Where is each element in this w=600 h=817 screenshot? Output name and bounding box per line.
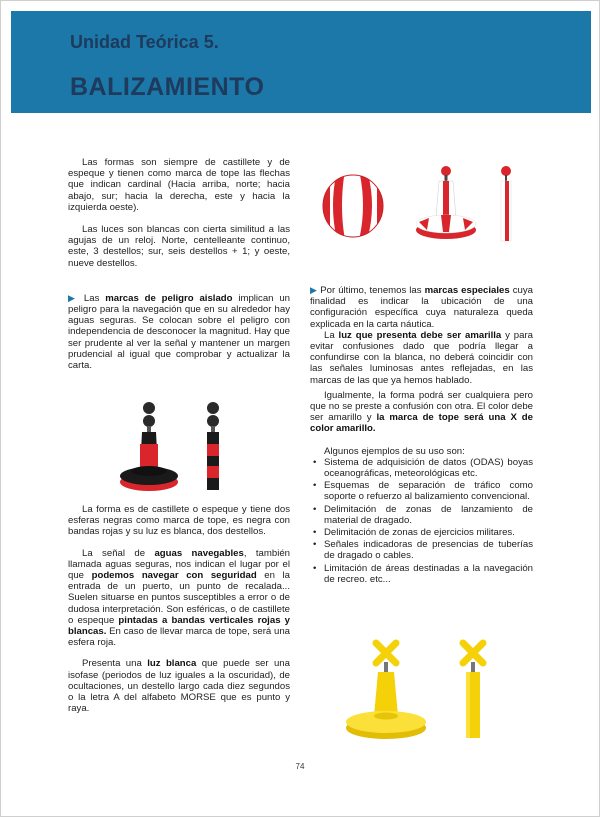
text-bold: marcas especiales xyxy=(424,285,510,296)
list-item: • Esquemas de separación de tráfico como soporte o refuerzo al balizamiento convencional. xyxy=(324,480,533,502)
text-bold: marcas de peligro aislado xyxy=(105,292,233,304)
text-run: Presenta una xyxy=(82,658,148,670)
page-number: 74 xyxy=(295,762,305,771)
text-bold: podemos navegar con seguridad xyxy=(91,570,257,582)
triangle-bullet-icon: ▶ xyxy=(68,292,79,303)
text-bold: la marca de tope será una X de color amarillo. xyxy=(310,412,533,435)
text-run: La xyxy=(324,329,339,341)
isolated-danger-marks-illustration xyxy=(120,400,240,500)
paragraph-danger-form: La forma es de castillete o espeque y tiene dos esferas negras como marca de tope, es negra con bandas rojas y su luz es blanca, dos destellos. xyxy=(68,504,290,538)
special-tower-buoy xyxy=(346,643,426,739)
text-run: en la entrada de un puerto, un punto de recalada... Suelen situarse en puntos susceptibles a error o de dudosa interpretación. Son esféricas, o de castillete o espeque xyxy=(68,570,290,626)
right-column xyxy=(310,285,533,586)
text-run: Las xyxy=(83,292,106,304)
page-title: BALIZAMIENTO xyxy=(70,73,265,101)
left-column-lower xyxy=(68,504,290,714)
paragraph-special-form xyxy=(310,390,533,435)
text-run: , también llamada aguas seguras, nos indican el lugar por el que xyxy=(68,547,290,582)
list-item: • Delimitación de zonas de lanzamiento de material de dragado. xyxy=(324,504,533,526)
examples-list xyxy=(310,457,533,585)
text-bold: pintadas a bandas verticales rojas y blancas. xyxy=(68,614,290,638)
text-bold: luz blanca xyxy=(147,658,197,670)
spar-buoy xyxy=(501,166,511,241)
text-run: Por último, tenemos las xyxy=(320,285,425,296)
triangle-bullet-icon: ▶ xyxy=(310,285,318,295)
danger-spar-buoy xyxy=(207,402,219,490)
list-item: • Limitación de áreas destinadas a la navegación de recreo. etc... xyxy=(324,563,533,585)
paragraph-safe-water-light xyxy=(68,658,290,714)
paragraph-safe-water xyxy=(68,548,290,649)
text-bold: aguas navegables xyxy=(154,547,244,559)
paragraph-special-marks xyxy=(310,285,533,330)
text-run: cuya finalidad es indicar la ubicación de una configuración específica cuya naturaleza queda explicada en la carta náutica. xyxy=(310,285,533,330)
header-banner xyxy=(11,11,591,113)
text-run: que puede ser una isofase (periodos de luz iguales a la oscuridad), de ocultaciones, un destello largo cada diez segundos o la letra A del alfabeto MORSE que es punto y raya. xyxy=(68,658,290,715)
paragraph-isolated-danger xyxy=(68,293,290,371)
list-item: • Delimitación de zonas de ejercicios militares. xyxy=(324,527,533,538)
text-bold: luz que presenta debe ser amarilla xyxy=(338,329,502,341)
paragraph-special-light xyxy=(310,330,533,386)
text-run: y para evitar confusiones dado que podría llegar a confundirse con la blanca, no deberá coincidir con las señales luminosas antes reflejadas, en las marcas de las que ya hemos hablado. xyxy=(310,329,533,386)
list-item: • Señales indicadoras de presencias de tuberías de dragado o cables. xyxy=(324,539,533,561)
left-column xyxy=(68,157,290,371)
text-run: En caso de llevar marca de tope, será una esfera roja. xyxy=(68,626,290,649)
list-intro: Algunos ejemplos de su uso son: xyxy=(324,445,465,457)
text-run: La señal de xyxy=(82,547,155,559)
safe-water-marks-illustration xyxy=(315,160,525,245)
text-run: implican un peligro para la navegación que en su alrededor hay aguas seguras. Se colocan sobre el peligro con independencia de desconocer la magnitud. Hay que ser prudente al ver la señal y mantener un margen prudencial al igual que comprobar y actualizar la carta. xyxy=(68,292,290,372)
unit-label: Unidad Teórica 5. xyxy=(70,32,219,52)
special-marks-illustration xyxy=(340,638,510,743)
danger-tower-buoy xyxy=(120,402,178,491)
tower-buoy xyxy=(416,166,476,239)
paragraph-cardinal-lights: Las luces son blancas con cierta similitud a las agujas de un reloj. Norte, centelleante continuo, este, 3 destellos; sur, seis destellos + 1; y oeste, nueve destellos. xyxy=(68,224,290,269)
list-item: • Sistema de adquisición de datos (ODAS) boyas oceanográficas, meteorológicas etc. xyxy=(324,457,533,479)
text-run: Igualmente, la forma podrá ser cualquiera pero que no se preste a confusión con otra. El color debe ser amarillo y xyxy=(310,389,533,424)
special-spar-buoy xyxy=(463,643,483,738)
paragraph-cardinal-forms: Las formas son siempre de castillete y de espeque y tienen como marca de tope las flechas que indican cardinal (Hacia arriba, norte; hacia abajo, sur; hacia la derecha, este y hacia la izquierda oeste). xyxy=(68,157,290,213)
spherical-buoy xyxy=(321,170,387,240)
